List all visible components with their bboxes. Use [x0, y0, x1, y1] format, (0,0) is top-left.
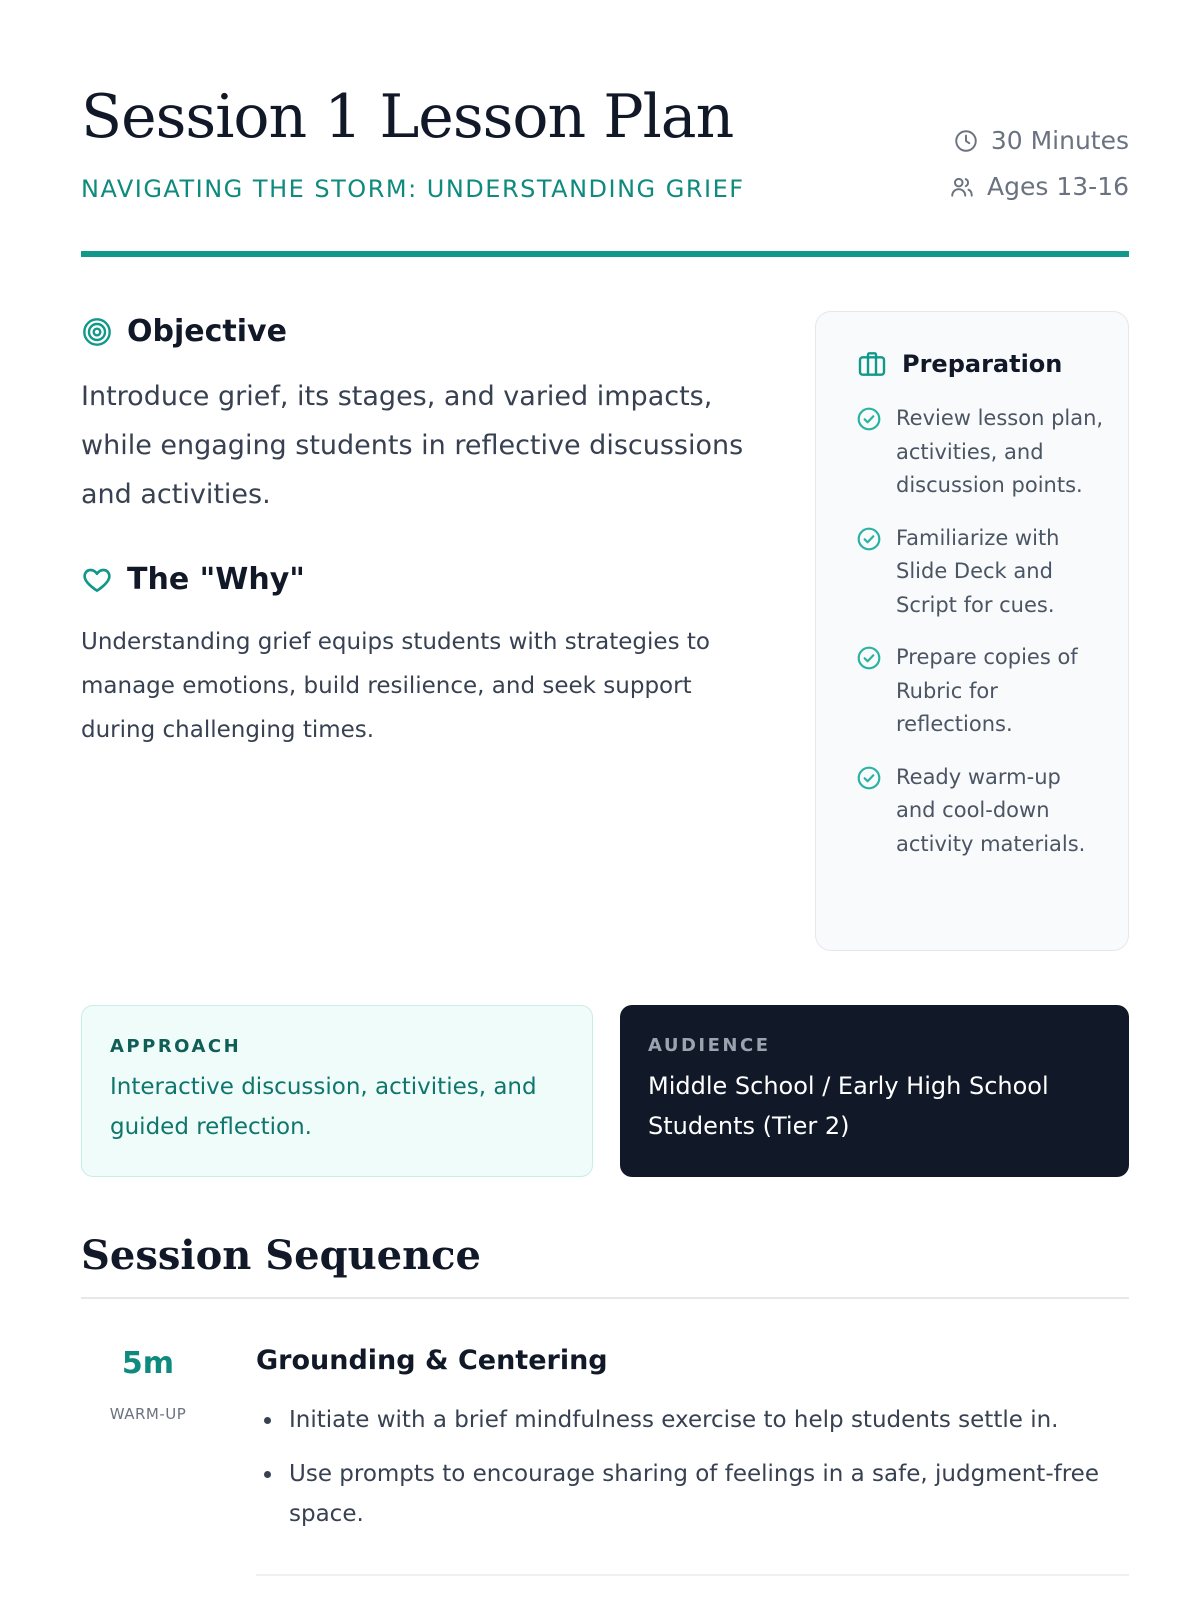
sequence-title: Session Sequence: [81, 1232, 481, 1279]
step-title: Grounding & Centering: [256, 1345, 608, 1376]
check-circle-icon: [856, 526, 882, 552]
audience-text: Middle School / Early High School Students (Tier 2): [648, 1072, 1049, 1140]
step-divider: [256, 1574, 1129, 1576]
preparation-item: [856, 761, 1104, 862]
step-bullet: Use prompts to encourage sharing of feelings in a safe, judgment-free space.: [256, 1454, 1129, 1534]
sequence-divider: [81, 1297, 1129, 1299]
target-icon: [81, 316, 113, 348]
objective-heading: [81, 314, 287, 349]
preparation-item: [856, 641, 1104, 742]
check-circle-icon: [856, 765, 882, 791]
step-duration: 5m: [121, 1346, 175, 1381]
approach-text: Interactive discussion, activities, and guided reflection.: [110, 1074, 537, 1140]
header-divider: [81, 251, 1129, 257]
preparation-item-text: Ready warm-up and cool-down activity materials.: [896, 764, 1086, 856]
preparation-item: [856, 402, 1104, 503]
lesson-plan-page: [81, 0, 1129, 1600]
preparation-item: [856, 522, 1104, 623]
why-heading-text: The "Why": [127, 562, 305, 597]
step-phase-label: WARM-UP: [109, 1405, 187, 1423]
check-circle-icon: [856, 406, 882, 432]
users-icon: [949, 174, 975, 200]
preparation-item-text: Familiarize with Slide Deck and Script for cues.: [896, 525, 1060, 617]
approach-label: APPROACH: [110, 1036, 242, 1057]
preparation-item-text: Prepare copies of Rubric for reflections.: [896, 645, 1078, 736]
duration-meta: [953, 126, 1129, 155]
objective-text: Introduce grief, its stages, and varied impacts, while engaging students in reflective discussions and activities.: [81, 381, 744, 510]
preparation-heading: [856, 348, 1104, 380]
preparation-item-text: Review lesson plan, activities, and discussion points.: [896, 406, 1104, 497]
check-circle-icon: [856, 645, 882, 671]
audience-card: [620, 1005, 1129, 1177]
why-text: Understanding grief equips students with strategies to manage emotions, build resilience, and seek support during challenging times.: [81, 629, 710, 743]
step-bullet: Initiate with a brief mindfulness exercise to help students settle in.: [256, 1400, 1129, 1440]
briefcase-icon: [856, 348, 888, 380]
step-bullets: [256, 1400, 1129, 1548]
page-title: Session 1 Lesson Plan: [81, 82, 734, 152]
clock-icon: [953, 128, 979, 154]
audience-label: AUDIENCE: [648, 1035, 771, 1056]
duration-text: 30 Minutes: [990, 126, 1129, 155]
ages-text: Ages 13-16: [987, 172, 1129, 201]
why-heading: [81, 562, 305, 597]
heart-icon: [81, 564, 113, 596]
approach-card: [81, 1005, 593, 1177]
page-subtitle: NAVIGATING THE STORM: UNDERSTANDING GRIEF: [81, 175, 745, 203]
ages-meta: [949, 172, 1129, 201]
preparation-card: [815, 311, 1129, 951]
objective-heading-text: Objective: [127, 314, 287, 349]
preparation-heading-text: Preparation: [902, 350, 1063, 378]
